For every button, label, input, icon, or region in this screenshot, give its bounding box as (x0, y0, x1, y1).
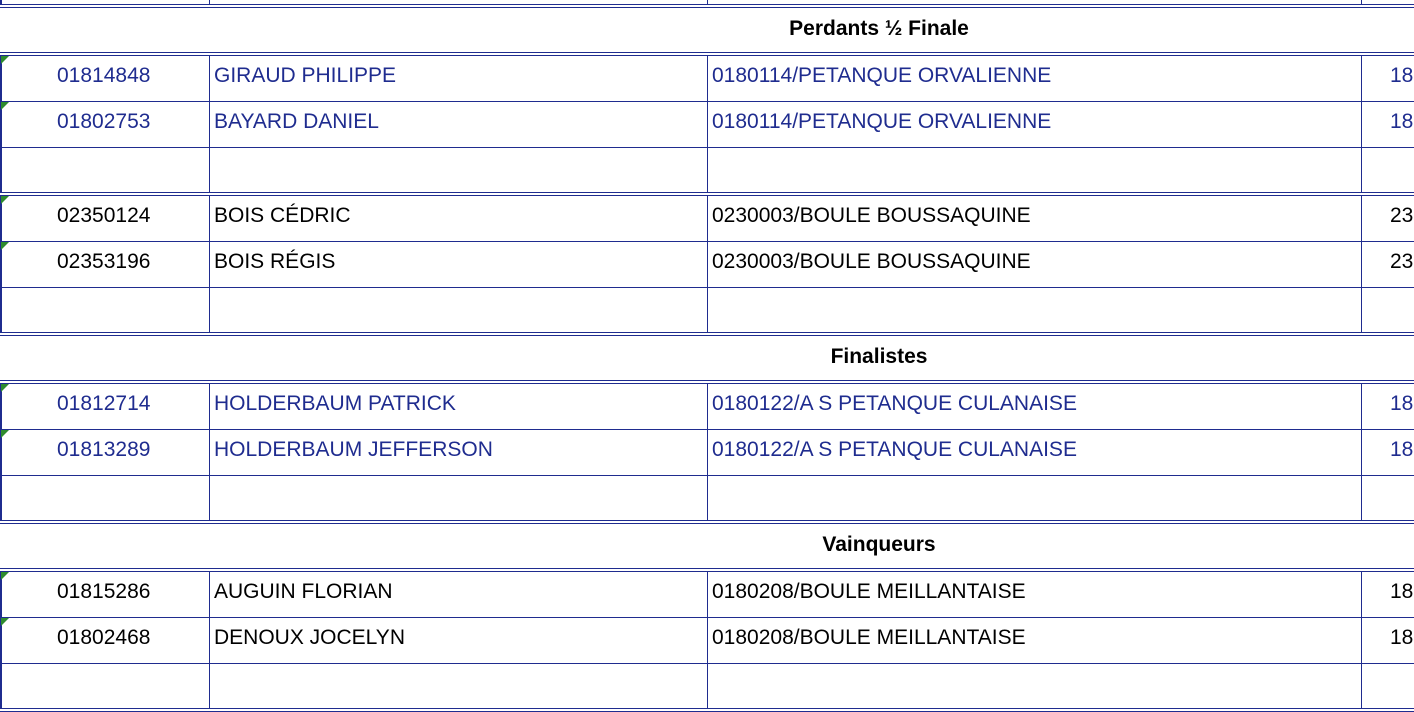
club-cell[interactable]: 0180114/PETANQUE ORVALIENNE (712, 64, 1052, 87)
empty-cell[interactable] (57, 296, 67, 320)
column-divider (1361, 55, 1362, 192)
empty-cell[interactable] (712, 156, 722, 180)
empty-cell[interactable] (57, 672, 67, 696)
club-cell[interactable]: 0230003/BOULE BOUSSAQUINE (712, 204, 1031, 227)
row-divider (0, 663, 1414, 664)
section-border (0, 4, 1414, 5)
column-divider (209, 571, 210, 708)
row-divider (0, 475, 1414, 476)
license-cell[interactable]: 01812714 (57, 392, 151, 415)
player-name-cell[interactable]: HOLDERBAUM JEFFERSON (214, 438, 493, 461)
team-border (0, 568, 1414, 569)
section-border (0, 7, 1414, 8)
empty-cell[interactable] (214, 156, 224, 180)
column-divider (1, 383, 2, 520)
column-divider (707, 571, 708, 708)
comment-marker[interactable] (1, 102, 9, 110)
license-cell[interactable]: 01802753 (57, 110, 151, 133)
section-border (0, 335, 1414, 336)
column-divider (209, 55, 210, 192)
column-divider (209, 383, 210, 520)
section-border (0, 523, 1414, 524)
department-cell[interactable]: 18 (1390, 438, 1414, 461)
empty-cell[interactable] (214, 484, 224, 508)
column-divider (707, 383, 708, 520)
club-cell[interactable]: 0180208/BOULE MEILLANTAISE (712, 626, 1026, 649)
column-divider (1, 571, 2, 708)
player-name-cell[interactable]: BOIS CÉDRIC (214, 204, 351, 227)
comment-marker[interactable] (1, 430, 9, 438)
section-title: Perdants ½ Finale (789, 17, 969, 40)
empty-cell[interactable] (712, 296, 722, 320)
empty-cell[interactable] (214, 296, 224, 320)
license-cell[interactable]: 01814848 (57, 64, 151, 87)
empty-cell[interactable] (57, 156, 67, 180)
player-name-cell[interactable]: AUGUIN FLORIAN (214, 580, 393, 603)
row-divider (0, 287, 1414, 288)
row-divider (0, 147, 1414, 148)
club-cell[interactable]: 0180208/BOULE MEILLANTAISE (712, 580, 1026, 603)
comment-marker[interactable] (1, 618, 9, 626)
department-cell[interactable]: 18 (1390, 626, 1414, 649)
license-cell[interactable]: 02350124 (57, 204, 151, 227)
club-cell[interactable]: 0230003/BOULE BOUSSAQUINE (712, 250, 1031, 273)
player-name-cell[interactable]: HOLDERBAUM PATRICK (214, 392, 456, 415)
empty-cell[interactable] (57, 484, 67, 508)
column-divider (707, 55, 708, 192)
team-border (0, 708, 1414, 709)
comment-marker[interactable] (1, 384, 9, 392)
empty-cell[interactable] (214, 672, 224, 696)
license-cell[interactable]: 01815286 (57, 580, 151, 603)
section-border (0, 520, 1414, 521)
department-cell[interactable]: 23 (1390, 250, 1414, 273)
empty-cell[interactable] (712, 672, 722, 696)
section-title: Vainqueurs (822, 533, 936, 556)
empty-cell[interactable] (1390, 672, 1400, 696)
department-cell[interactable]: 18 (1390, 580, 1414, 603)
section-border (0, 332, 1414, 333)
column-divider (1, 195, 2, 332)
license-cell[interactable]: 02353196 (57, 250, 151, 273)
column-divider (707, 195, 708, 332)
player-name-cell[interactable]: BOIS RÉGIS (214, 250, 336, 273)
team-border (0, 52, 1414, 53)
row-divider (0, 429, 1414, 430)
player-name-cell[interactable]: BAYARD DANIEL (214, 110, 379, 133)
column-divider (209, 195, 210, 332)
empty-cell[interactable] (1390, 484, 1400, 508)
row-divider (0, 617, 1414, 618)
club-cell[interactable]: 0180122/A S PETANQUE CULANAISE (712, 392, 1077, 415)
team-border (0, 380, 1414, 381)
team-border (0, 192, 1414, 193)
department-cell[interactable]: 18 (1390, 392, 1414, 415)
row-divider (0, 241, 1414, 242)
club-cell[interactable]: 0180122/A S PETANQUE CULANAISE (712, 438, 1077, 461)
comment-marker[interactable] (1, 572, 9, 580)
column-divider (1361, 571, 1362, 708)
license-cell[interactable]: 01813289 (57, 438, 151, 461)
column-divider (1361, 383, 1362, 520)
player-name-cell[interactable]: GIRAUD PHILIPPE (214, 64, 397, 87)
player-name-cell[interactable]: DENOUX JOCELYN (214, 626, 405, 649)
department-cell[interactable]: 18 (1390, 110, 1414, 133)
comment-marker[interactable] (1, 56, 9, 64)
section-title: Finalistes (830, 345, 928, 368)
empty-cell[interactable] (712, 484, 722, 508)
empty-cell[interactable] (1390, 296, 1400, 320)
column-divider (1, 55, 2, 192)
department-cell[interactable]: 18 (1390, 64, 1414, 87)
license-cell[interactable]: 01802468 (57, 626, 151, 649)
column-divider (1361, 195, 1362, 332)
department-cell[interactable]: 23 (1390, 204, 1414, 227)
comment-marker[interactable] (1, 196, 9, 204)
row-divider (0, 101, 1414, 102)
comment-marker[interactable] (1, 242, 9, 250)
club-cell[interactable]: 0180114/PETANQUE ORVALIENNE (712, 110, 1052, 133)
empty-cell[interactable] (1390, 156, 1400, 180)
